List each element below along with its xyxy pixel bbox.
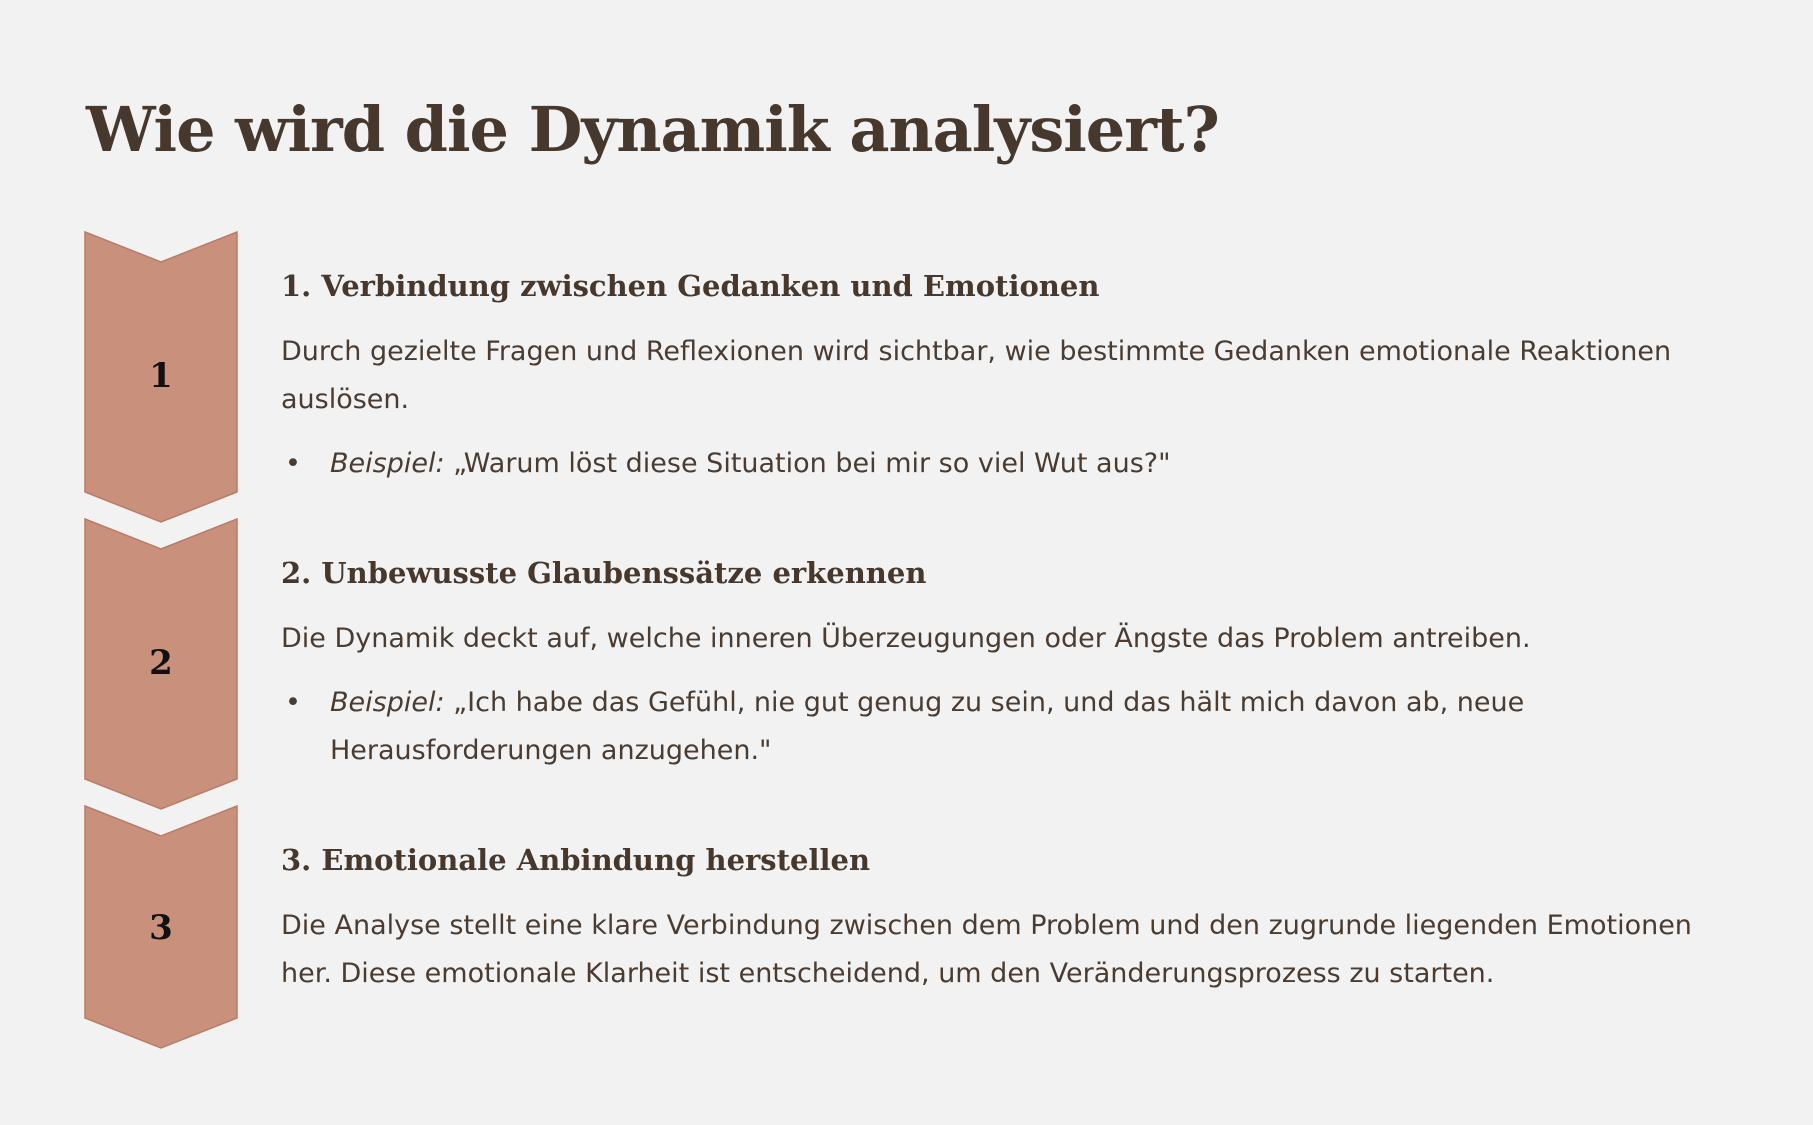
step-description: Durch gezielte Fragen und Reflexionen wird sichtbar, wie bestimmte Gedanken emotionale Reaktionen auslösen.	[281, 336, 1672, 415]
step-3	[281, 840, 1751, 998]
example-text: „Ich habe das Gefühl, nie gut genug zu sein, und das hält mich davon ab, neue Herausforderungen anzugehen."	[330, 687, 1525, 766]
example-label: Beispiel:	[330, 687, 445, 718]
step-heading: 1. Verbindung zwischen Gedanken und Emotionen	[281, 269, 1100, 303]
bullet-icon: •	[285, 448, 301, 479]
step-2	[281, 553, 1751, 775]
step-number: 2	[149, 643, 173, 683]
example-text: „Warum löst diese Situation bei mir so viel Wut aus?"	[444, 448, 1171, 479]
step-description: Die Dynamik deckt auf, welche inneren Überzeugungen oder Ängste das Problem antreiben.	[281, 623, 1531, 654]
step-heading: 3. Emotionale Anbindung herstellen	[281, 843, 871, 877]
step-number: 1	[149, 356, 173, 396]
step-description: Die Analyse stellt eine klare Verbindung zwischen dem Problem und den zugrunde liegenden Emotionen her. Diese emotionale Klarheit ist entscheidend, um den Veränderungsprozess zu starten.	[281, 910, 1692, 989]
example-label: Beispiel:	[330, 448, 445, 479]
example-bullet	[281, 440, 1751, 488]
step-1-chevron	[85, 232, 237, 522]
step-heading: 2. Unbewusste Glaubenssätze erkennen	[281, 556, 927, 590]
example-bullet	[281, 679, 1751, 775]
step-number: 3	[149, 908, 173, 948]
step-2-chevron	[85, 519, 237, 809]
bullet-icon: •	[285, 687, 301, 718]
step-1	[281, 266, 1751, 488]
page-title: Wie wird die Dynamik analysiert?	[86, 93, 1219, 166]
step-3-chevron	[85, 806, 237, 1048]
